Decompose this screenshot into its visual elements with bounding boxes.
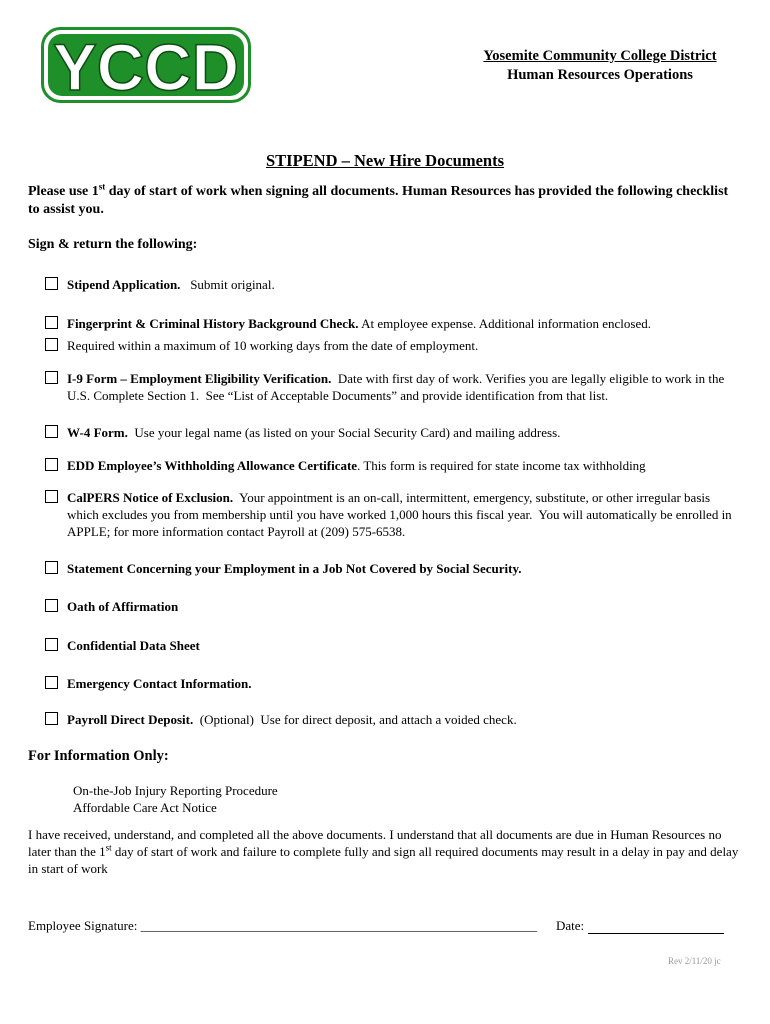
info-heading: For Information Only: (28, 748, 169, 764)
org-name: Yosemite Community College District (483, 48, 717, 64)
checkbox[interactable] (45, 338, 58, 351)
date-line[interactable] (588, 921, 724, 934)
checkbox[interactable] (45, 277, 58, 290)
checkbox[interactable] (45, 676, 58, 689)
checkbox[interactable] (45, 371, 58, 384)
checklist-item (45, 315, 735, 332)
date-field[interactable]: Date: (556, 918, 724, 934)
ycc-logo (41, 27, 251, 103)
item-description: (Optional) Use for direct deposit, and attach a voided check. (193, 712, 517, 727)
item-description: Date with first day of work. Verifies you are legally eligible to work in the U.S. Complete Section 1. See “List of Acceptable Documents” and provide identification from that list. (67, 371, 728, 403)
item-title: W-4 Form. (67, 425, 128, 440)
intro-text: Please use 1st day of start of work when signing all documents. Human Resources has provided the following checklist to assist you. (28, 181, 729, 217)
item-description: Use your legal name (as listed on your Social Security Card) and mailing address. (127, 425, 561, 440)
department-name: Human Resources Operations (507, 67, 693, 83)
checkbox[interactable] (45, 712, 58, 725)
item-description: Submit original. (180, 277, 275, 292)
item-title: Oath of Affirmation (67, 599, 179, 614)
revision-note: Rev 2/11/20 jc (668, 956, 721, 966)
checklist-item (45, 489, 735, 540)
checkbox[interactable] (45, 638, 58, 651)
checklist-item (45, 276, 735, 293)
checklist-item (45, 424, 735, 441)
checkbox[interactable] (45, 425, 58, 438)
item-title: Confidential Data Sheet (67, 638, 200, 653)
item-description: . This form is required for state income tax withholding (357, 458, 646, 473)
page-title: STIPEND – New Hire Documents (265, 151, 505, 170)
checkbox[interactable] (45, 458, 58, 471)
employee-signature-line[interactable]: Employee Signature: _____________________________________________________________ (28, 918, 538, 933)
item-title: Fingerprint & Criminal History Background Check. (67, 316, 359, 331)
item-description: At employee expense. Additional information enclosed. (358, 316, 651, 331)
item-title: I-9 Form – Employment Eligibility Verification. (67, 371, 332, 386)
item-description: Your appointment is an on-call, intermittent, emergency, substitute, or other irregular basis which excludes you from membership until you have worked 1,000 hours this fiscal year. You will automatically be enrolled in APPLE; for more information contact Payroll at (209) 575-6538. (67, 490, 735, 539)
item-title: Statement Concerning your Employment in a Job Not Covered by Social Security. (67, 561, 522, 576)
checklist-item (45, 370, 735, 404)
info-item: On-the-Job Injury Reporting Procedure (73, 783, 278, 798)
item-title: Payroll Direct Deposit. (67, 712, 194, 727)
checklist-item (45, 457, 735, 474)
sign-heading: Sign & return the following: (28, 237, 198, 252)
checklist-item (45, 598, 735, 615)
item-title: Emergency Contact Information. (67, 676, 252, 691)
checkbox[interactable] (45, 561, 58, 574)
checklist-item (45, 675, 735, 692)
checklist-item (45, 337, 735, 354)
org-header (440, 47, 760, 85)
item-title: Stipend Application. (67, 277, 181, 292)
info-list (73, 782, 278, 816)
checklist-item (45, 711, 735, 728)
checkbox[interactable] (45, 490, 58, 503)
item-title: EDD Employee’s Withholding Allowance Certificate (67, 458, 358, 473)
item-description: Required within a maximum of 10 working days from the date of employment. (67, 338, 479, 353)
checkbox[interactable] (45, 599, 58, 612)
logo-text: YCCD (53, 30, 239, 103)
info-item: Affordable Care Act Notice (73, 800, 217, 815)
item-title: CalPERS Notice of Exclusion. (67, 490, 234, 505)
checkbox[interactable] (45, 316, 58, 329)
checklist-item (45, 637, 735, 654)
acknowledgement-text: I have received, understand, and completed all the above documents. I understand that all documents are due in Human Resources no later than the 1st day of start of work and failure to complete fully and sign all required documents may result in a delay in pay and delay in start of work (28, 827, 739, 876)
checklist-item (45, 560, 735, 577)
